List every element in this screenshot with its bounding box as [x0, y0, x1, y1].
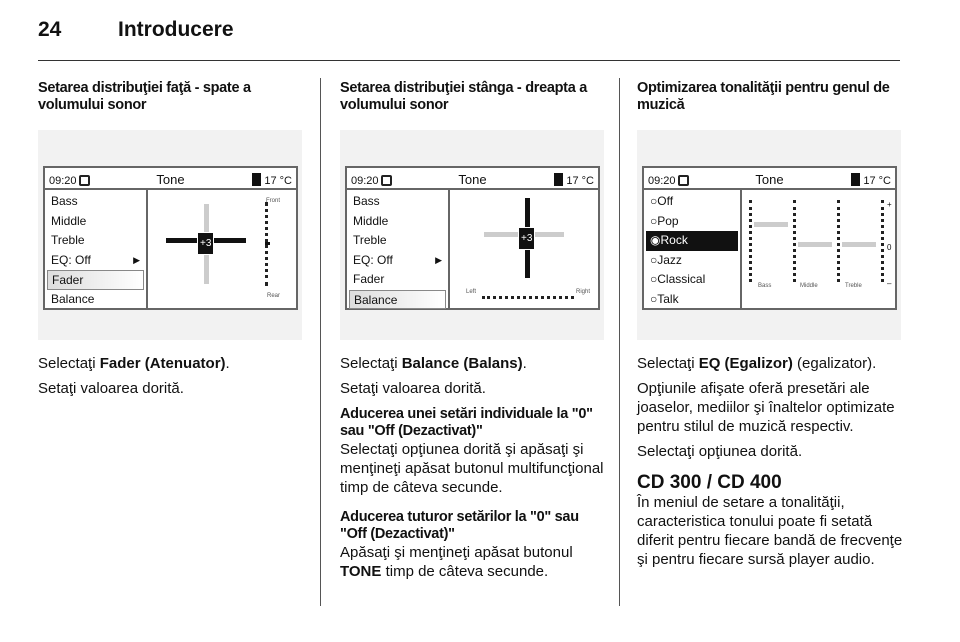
band-label: Treble — [845, 283, 862, 289]
fader-marker — [265, 242, 270, 245]
text: . — [225, 355, 230, 372]
text: (egalizator). — [792, 355, 877, 372]
text: Apăsaţi şi menţineţi apăsat butonul — [340, 544, 573, 561]
column-eq — [637, 80, 905, 569]
page-header — [38, 18, 234, 42]
screen-title: Tone — [458, 172, 487, 187]
radio-icon: ○ — [650, 252, 658, 267]
right-label: Right — [575, 289, 590, 295]
eq-scale — [793, 200, 796, 282]
menu-ref: Fader (Atenuator) — [99, 355, 226, 372]
header-rule — [38, 60, 900, 61]
menu-item-bass[interactable]: Bass — [353, 194, 380, 208]
radio-icon: ○ — [650, 291, 658, 306]
page-number: 24 — [38, 18, 62, 41]
thermometer-icon — [554, 173, 563, 186]
front-label: Front — [265, 198, 280, 204]
eq-option-classical[interactable] — [646, 270, 738, 290]
column-divider — [320, 78, 321, 606]
paragraph: În meniul de setare a tonalităţii, caracteristica tonului poate fi setată diferit pentru fiecare bandă de frecvenţe şi pentru fiecare sursă player audio. — [637, 494, 903, 568]
fader-pane — [148, 190, 296, 308]
band-label: Bass — [758, 283, 772, 289]
temperature: 17 °C — [566, 175, 594, 187]
temperature: 17 °C — [264, 175, 292, 187]
menu-item-bass[interactable]: Bass — [51, 194, 78, 208]
text: Selectaţi — [340, 355, 402, 372]
eq-menu — [644, 190, 742, 308]
option-label: Talk — [657, 291, 679, 306]
fader-screen-figure — [38, 130, 302, 340]
menu-item-treble[interactable]: Treble — [353, 233, 387, 247]
menu-item-eq[interactable] — [47, 251, 144, 271]
subheading: Aducerea unei setări individuale la "0" sau "Off (Dezactivat)" — [340, 406, 593, 439]
eq-scale — [881, 200, 884, 282]
left-label: Left — [466, 289, 477, 295]
menu-item-label: EQ: Off — [51, 252, 91, 267]
page-title: Introducere — [118, 18, 234, 41]
value-badge: +3 — [518, 227, 535, 250]
bass-level[interactable] — [754, 222, 788, 227]
treble-level[interactable] — [842, 242, 876, 247]
option-label: Off — [657, 194, 674, 208]
zero-label: 0 — [887, 243, 892, 252]
time: 09:20 — [49, 175, 77, 187]
section-heading: Optimizarea tonalităţii pentru genul de muzică — [637, 80, 890, 113]
option-label: Classical — [657, 272, 706, 286]
tone-menu — [347, 190, 450, 308]
instruction — [340, 354, 608, 373]
text: Selectaţi — [637, 355, 699, 372]
time: 09:20 — [351, 175, 379, 187]
paragraph: Setaţi valoarea dorită. — [340, 380, 486, 397]
text: timp de câteva secunde. — [381, 563, 549, 580]
menu-item-label: EQ: Off — [353, 252, 393, 267]
middle-level[interactable] — [798, 242, 832, 247]
status-bar — [347, 168, 598, 190]
menu-item-middle[interactable]: Middle — [353, 213, 389, 228]
column-fader — [38, 80, 306, 398]
plus-label: + — [887, 200, 892, 209]
paragraph: Setaţi valoarea dorită. — [38, 380, 184, 397]
paragraph: Opţiunile afişate oferă presetări ale joaselor, mediilor şi înaltelor optimizate pentru stilul de muzică respectiv. — [637, 380, 895, 435]
tone-menu — [45, 190, 148, 308]
section-heading: Setarea distribuţiei stânga - dreapta a volumului sonor — [340, 80, 587, 113]
screen-title: Tone — [755, 172, 784, 187]
eq-option-pop[interactable] — [646, 212, 738, 232]
rear-label: Rear — [266, 293, 280, 299]
section-heading: Setarea distribuţiei faţă - spate a volumului sonor — [38, 80, 251, 113]
minus-label: – — [887, 279, 892, 288]
paragraph — [340, 543, 608, 581]
menu-ref: EQ (Egalizor) — [698, 355, 793, 372]
option-label: Rock — [660, 233, 688, 247]
value-badge: +3 — [197, 232, 214, 255]
menu-item-treble[interactable]: Treble — [51, 233, 85, 247]
eq-option-talk[interactable] — [646, 290, 738, 310]
eq-option-rock[interactable] — [646, 231, 738, 251]
display-screen — [43, 166, 298, 310]
eq-screen-figure — [637, 130, 901, 340]
thermometer-icon — [252, 173, 261, 186]
eq-pane — [742, 190, 895, 308]
time: 09:20 — [648, 175, 676, 187]
menu-item-middle[interactable]: Middle — [51, 213, 87, 228]
paragraph: Selectaţi opţiunea dorită şi apăsaţi şi menţineţi apăsat butonul multifuncţional timp de câteva secunde. — [340, 441, 604, 496]
status-bar — [45, 168, 296, 190]
radio-icon: ○ — [650, 194, 658, 208]
paragraph: Selectaţi opţiunea dorită. — [637, 443, 803, 460]
menu-item-fader[interactable]: Fader — [353, 272, 385, 286]
column-balance — [340, 80, 608, 581]
temperature: 17 °C — [863, 175, 891, 187]
balance-pane — [450, 190, 598, 308]
text: Selectaţi — [38, 355, 100, 372]
radio-icon: ○ — [650, 272, 658, 286]
band-label: Middle — [800, 283, 818, 289]
display-screen — [345, 166, 600, 310]
button-ref: TONE — [340, 563, 382, 580]
instruction — [38, 354, 306, 373]
balance-scale[interactable] — [482, 296, 574, 299]
menu-item-balance[interactable]: Balance — [51, 291, 95, 306]
display-screen — [642, 166, 897, 310]
instruction — [637, 354, 905, 373]
screen-title: Tone — [156, 172, 185, 187]
menu-item-balance[interactable]: Balance — [349, 290, 446, 310]
eq-option-off[interactable] — [646, 192, 738, 212]
menu-item-fader[interactable]: Fader — [47, 270, 144, 290]
eq-scale — [749, 200, 752, 282]
thermometer-icon — [851, 173, 860, 186]
radio-icon: ○ — [650, 213, 658, 228]
menu-ref: Balance (Balans) — [401, 355, 523, 372]
balance-screen-figure — [340, 130, 604, 340]
column-divider — [619, 78, 620, 606]
eq-scale — [837, 200, 840, 282]
arrow-right-icon: ▶ — [133, 254, 140, 265]
option-label: Pop — [657, 213, 679, 228]
subheading: Aducerea tuturor setărilor la "0" sau "Off (Dezactivat)" — [340, 509, 579, 542]
menu-item-eq[interactable] — [349, 251, 446, 271]
status-bar — [644, 168, 895, 190]
eq-option-jazz[interactable] — [646, 251, 738, 271]
text: . — [522, 355, 527, 372]
radio-selected-icon: ◉ — [650, 233, 661, 247]
arrow-right-icon: ▶ — [435, 254, 442, 265]
option-label: Jazz — [657, 252, 682, 267]
section-title: CD 300 / CD 400 — [637, 472, 782, 493]
